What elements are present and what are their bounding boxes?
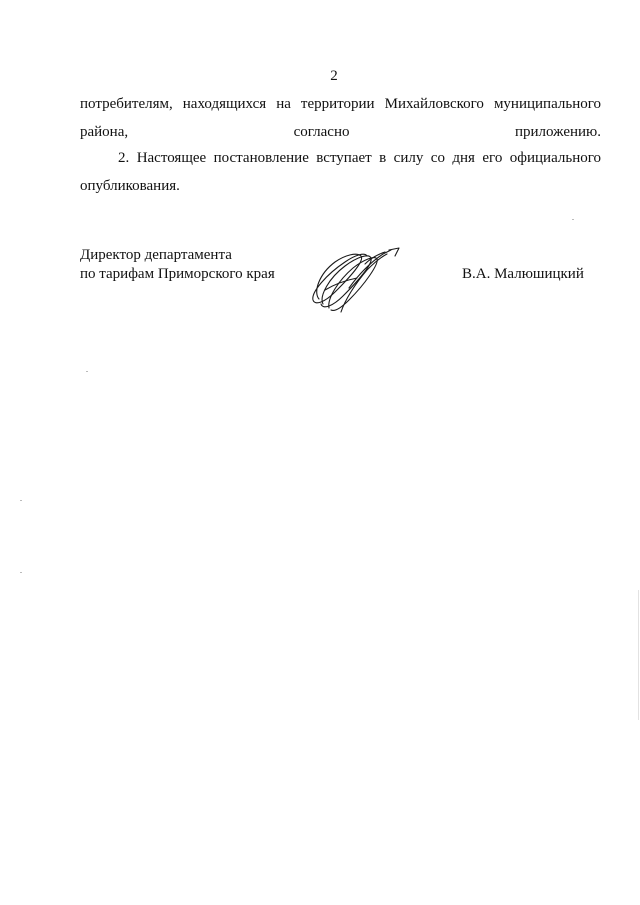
scan-speck xyxy=(20,500,22,501)
scan-speck xyxy=(572,219,574,220)
signatory-title-line-1: Директор департамента xyxy=(80,247,232,263)
paragraph-2-line-2: опубликования. xyxy=(80,178,180,194)
signatory-title xyxy=(80,246,275,284)
paragraph-1 xyxy=(80,90,601,146)
scan-speck xyxy=(86,371,88,372)
scan-speck xyxy=(20,572,22,573)
handwritten-signature xyxy=(305,244,410,316)
signatory-name: В.А. Малюшицкий xyxy=(462,266,584,282)
paragraph-2 xyxy=(80,144,601,200)
paragraph-1-line-2: района, согласно приложению. xyxy=(80,124,601,140)
signatory-title-line-2: по тарифам Приморского края xyxy=(80,266,275,282)
paragraph-1-line-1: потребителям, находящихся на территории Михайловского муниципального xyxy=(80,96,601,112)
page-number: 2 xyxy=(330,68,338,84)
paragraph-2-line-1: 2. Настоящее постановление вступает в силу со дня его официального xyxy=(118,150,601,166)
scan-edge-shadow xyxy=(638,590,639,720)
